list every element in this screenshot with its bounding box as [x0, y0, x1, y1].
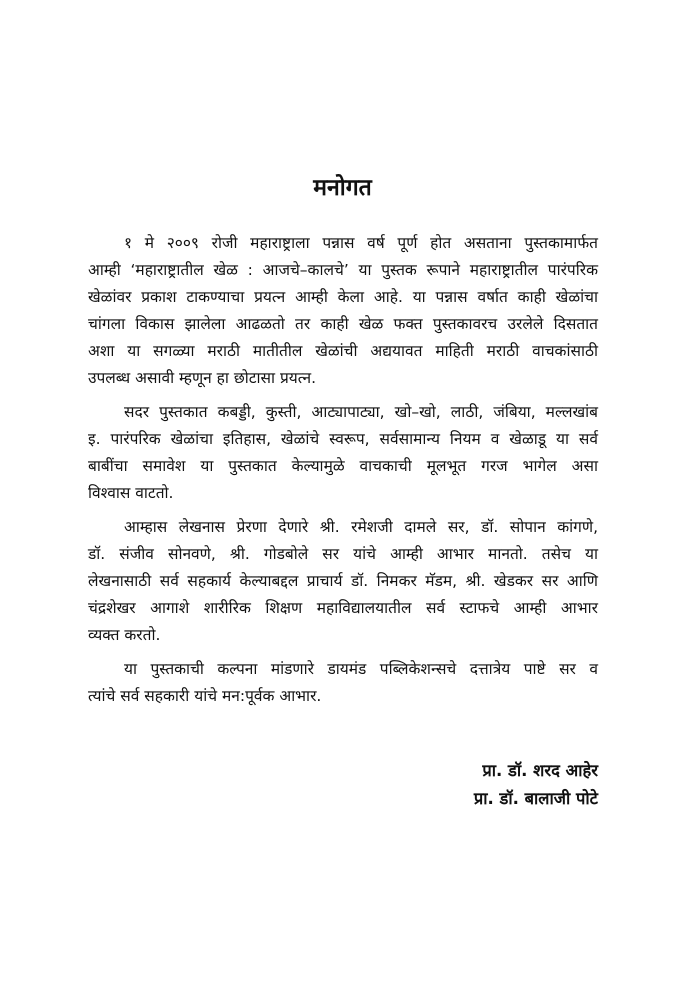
text-line: आम्ही ‘महाराष्ट्रातील खेळ : आजचे–कालचे’ या पुस्तक रूपाने महाराष्ट्रातील पारंपरिक: [88, 261, 598, 279]
text-line: चांगला विकास झालेला आढळतो तर काही खेळ फक्त पुस्तकावरच उरलेले दिसतात: [88, 315, 598, 333]
text-line: व्यक्त करतो.: [88, 626, 161, 644]
text-line: विश्वास वाटतो.: [88, 484, 174, 502]
text-line: या पुस्तकाची कल्पना मांडणारे डायमंड पब्लिकेशन्सचे दत्तात्रेय पाष्टे सर व: [124, 660, 598, 678]
text-line: इ. पारंपरिक खेळांचा इतिहास, खेळांचे स्वरूप, सर्वसामान्य नियम व खेळाडू या सर्व: [88, 430, 598, 448]
paragraph: [88, 230, 598, 392]
paragraph: [88, 514, 598, 649]
text-line: १ मे २००९ रोजी महाराष्ट्राला पन्नास वर्ष पूर्ण होत असताना पुस्तकामार्फत: [124, 234, 598, 252]
page-title: मनोगत: [313, 175, 372, 201]
text-line: डॉ. संजीव सोनवणे, श्री. गोडबोले सर यांचे आम्ही आभार मानतो. तसेच या: [88, 545, 598, 563]
text-line: आम्हास लेखनास प्रेरणा देणारे श्री. रमेशजी दामले सर, डॉ. सोपान कांगणे,: [124, 518, 598, 536]
text-line: चंद्रशेखर आगाशे शारीरिक शिक्षण महाविद्यालयातील सर्व स्टाफचे आम्ही आभार: [88, 599, 598, 617]
signature-author-1: प्रा. डॉ. शरद आहेर: [482, 761, 598, 780]
text-line: अशा या सगळ्या मराठी मातीतील खेळांची अद्ययावत माहिती मराठी वाचकांसाठी: [88, 342, 598, 360]
text-line: लेखनासाठी सर्व सहकार्य केल्याबद्दल प्राचार्य डॉ. निमकर मॅडम, श्री. खेडकर सर आणि: [88, 572, 598, 590]
signatures: [474, 757, 598, 813]
text-line: खेळांवर प्रकाश टाकण्याचा प्रयत्न आम्ही केला आहे. या पन्नास वर्षात काही खेळांचा: [88, 288, 598, 306]
paragraph: [88, 656, 598, 710]
text-line: त्यांचे सर्व सहकारी यांचे मन:पूर्वक आभार.: [88, 687, 322, 705]
text-line: सदर पुस्तकात कबड्डी, कुस्ती, आट्यापाट्या, खो–खो, लाठी, जंबिया, मल्लखांब: [124, 403, 598, 421]
signature-author-2: प्रा. डॉ. बालाजी पोटे: [473, 789, 598, 808]
paragraph: [88, 399, 598, 507]
text-line: बाबींचा समावेश या पुस्तकात केल्यामुळे वाचकाची मूलभूत गरज भागेल असा: [88, 457, 598, 475]
text-line: उपलब्ध असावी म्हणून हा छोटासा प्रयत्न.: [88, 369, 317, 387]
preface-body: [88, 230, 598, 717]
